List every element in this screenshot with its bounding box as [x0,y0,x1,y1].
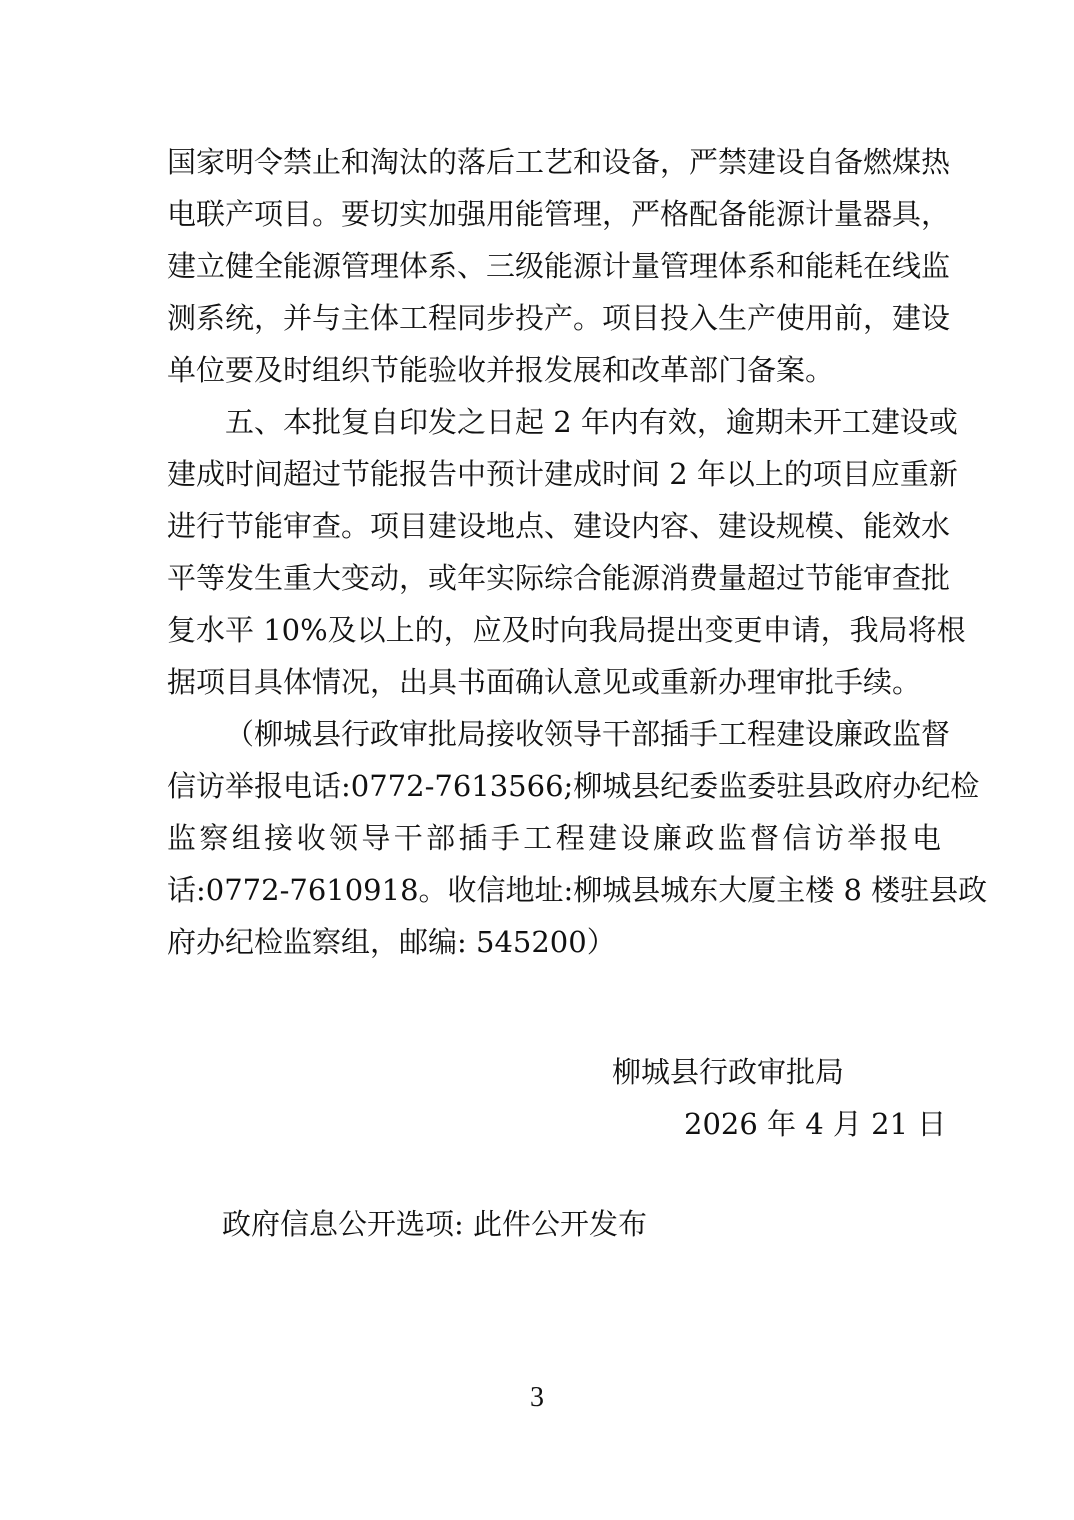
body-line: 国家明令禁止和淘汰的落后工艺和设备，严禁建设自备燃煤热 [167,145,951,179]
body-line: 建立健全能源管理体系、三级能源计量管理体系和能耗在线监 [167,249,951,283]
contact-line: 府办纪检监察组，邮编: 545200） [167,925,616,959]
disclosure-option: 政府信息公开选项: 此件公开发布 [222,1207,647,1241]
body-line: 进行节能审查。项目建设地点、建设内容、建设规模、能效水 [167,509,951,543]
signature-date: 2026 年 4 月 21 日 [684,1107,947,1141]
body-line: 测系统，并与主体工程同步投产。项目投入生产使用前，建设 [167,301,951,335]
contact-line: （柳城县行政审批局接收领导干部插手工程建设廉政监督 [225,717,951,751]
body-line: 建成时间超过节能报告中预计建成时间 2 年以上的项目应重新 [167,457,958,491]
body-line: 复水平 10%及以上的，应及时向我局提出变更申请，我局将根 [167,613,966,647]
body-line: 据项目具体情况，出具书面确认意见或重新办理审批手续。 [167,665,922,699]
contact-line: 话:0772-7610918。收信地址:柳城县城东大厦主楼 8 楼驻县政 [167,873,988,907]
contact-line: 信访举报电话:0772-7613566;柳城县纪委监委驻县政府办纪检 [167,769,980,803]
page-number: 3 [530,1382,544,1413]
body-line: 电联产项目。要切实加强用能管理，严格配备能源计量器具， [167,197,951,231]
body-line: 平等发生重大变动，或年实际综合能源消费量超过节能审查批 [167,561,951,595]
signature-organization: 柳城县行政审批局 [612,1055,845,1089]
body-line: 五、本批复自印发之日起 2 年内有效，逾期未开工建设或 [225,405,958,439]
body-line: 单位要及时组织节能验收并报发展和改革部门备案。 [167,353,835,387]
contact-line: 监察组接收领导干部插手工程建设廉政监督信访举报电 [167,821,941,855]
